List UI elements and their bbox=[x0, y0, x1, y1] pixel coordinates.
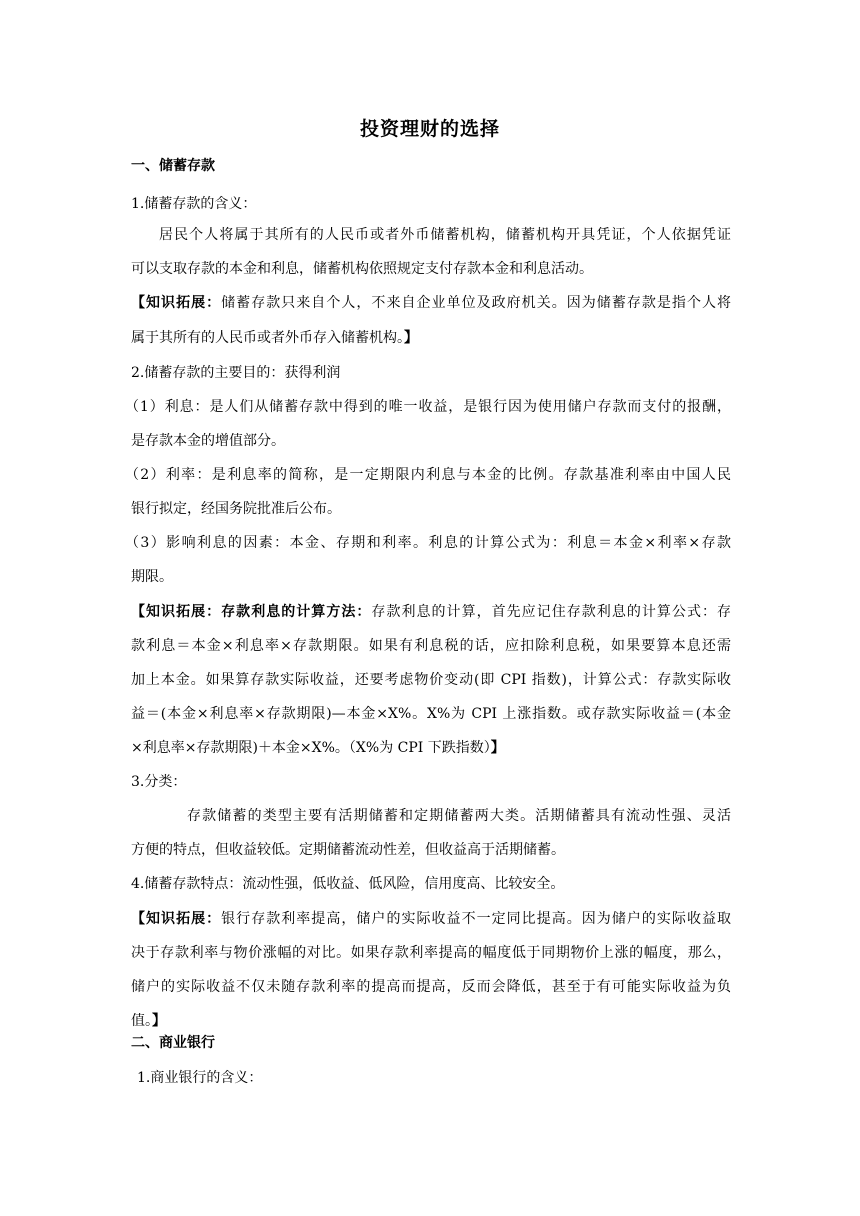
extension1-line1 bbox=[131, 293, 731, 313]
extension3-line2: 决于存款利率与物价涨幅的对比。如果存款利率提高的幅度低于同期物价上涨的幅度，那么， bbox=[131, 945, 731, 961]
extension1-line2: 属于其所有的人民币或者外币存入储蓄机构。】 bbox=[131, 330, 418, 346]
p1-line2: 是存款本金的增值部分。 bbox=[131, 433, 285, 449]
extension3-label: 【知识拓展： bbox=[131, 911, 222, 927]
extension3-line3: 储户的实际收益不仅未随存款利率的提高而提高，反而会降低，甚至于有可能实际收益为负 bbox=[131, 979, 731, 995]
section-heading-commercial-bank: 二、商业银行 bbox=[131, 1035, 215, 1051]
p3-line1: （3）影响利息的因素：本金、存期和利率。利息的计算公式为：利息＝本金×利率×存款 bbox=[125, 535, 731, 551]
item1-text-line1: 居民个人将属于其所有的人民币或者外币储蓄机构，储蓄机构开具凭证，个人依据凭证 bbox=[159, 227, 731, 243]
p3-line2: 期限。 bbox=[131, 569, 173, 585]
extension3-line4: 值。】 bbox=[131, 1013, 166, 1029]
item3-label: 3.分类： bbox=[131, 774, 187, 790]
extension1-text: 储蓄存款只来自个人，不来自企业单位及政府机关。因为储蓄存款是指个人将 bbox=[221, 295, 732, 311]
p2-line2: 银行拟定，经国务院批准后公布。 bbox=[131, 501, 341, 517]
extension3-line1: 【知识拓展：银行存款利率提高，储户的实际收益不一定同比提高。因为储户的实际收益取 bbox=[131, 911, 732, 927]
item3-text-line1: 存款储蓄的类型主要有活期储蓄和定期储蓄两大类。活期储蓄具有流动性强、灵活 bbox=[187, 808, 731, 824]
section-heading-savings: 一、储蓄存款 bbox=[131, 158, 215, 174]
p1-line1: （1）利息：是人们从储蓄存款中得到的唯一收益，是银行因为使用储户存款而支付的报酬， bbox=[125, 399, 731, 415]
extension2-label: 【知识拓展：存款利息的计算方法： bbox=[131, 604, 372, 620]
item1-label: 1.储蓄存款的含义： bbox=[131, 196, 257, 212]
extension2-line3: 加上本金。如果算存款实际收益，还要考虑物价变动(即 CPI 指数)，计算公式：存款实际收 bbox=[131, 672, 731, 688]
extension2-line2: 款利息＝本金×利息率×存款期限。如果有利息税的话，应扣除利息税，如果要算本息还需 bbox=[131, 638, 731, 654]
item2-label: 2.储蓄存款的主要目的：获得利润 bbox=[131, 365, 341, 381]
item3-text-line2: 方便的特点，但收益较低。定期储蓄流动性差，但收益高于活期储蓄。 bbox=[131, 842, 565, 858]
p2-line1: （2）利率：是利息率的简称，是一定期限内利息与本金的比例。存款基准利率由中国人民 bbox=[125, 467, 731, 483]
extension2-line1: 【知识拓展：存款利息的计算方法：存款利息的计算，首先应记住存款利息的计算公式：存 bbox=[131, 604, 732, 620]
extension2-line4: 益＝(本金×利息率×存款期限)—本金×X%。X%为 CPI 上涨指数。或存款实际收益＝(本金 bbox=[131, 706, 731, 722]
document-title: 投资理财的选择 bbox=[359, 118, 500, 140]
section2-item1-label: 1.商业银行的含义： bbox=[137, 1070, 263, 1086]
item4-text: 4.储蓄存款特点：流动性强，低收益、低风险，信用度高、比较安全。 bbox=[131, 876, 565, 892]
extension1-label: 【知识拓展： bbox=[131, 295, 222, 311]
extension2-line5: ×利息率×存款期限)＋本金×X%。（X%为 CPI 下跌指数）】 bbox=[131, 740, 505, 756]
item1-text-line2: 可以支取存款的本金和利息，储蓄机构依照规定支付存款本金和利息活动。 bbox=[131, 261, 593, 277]
